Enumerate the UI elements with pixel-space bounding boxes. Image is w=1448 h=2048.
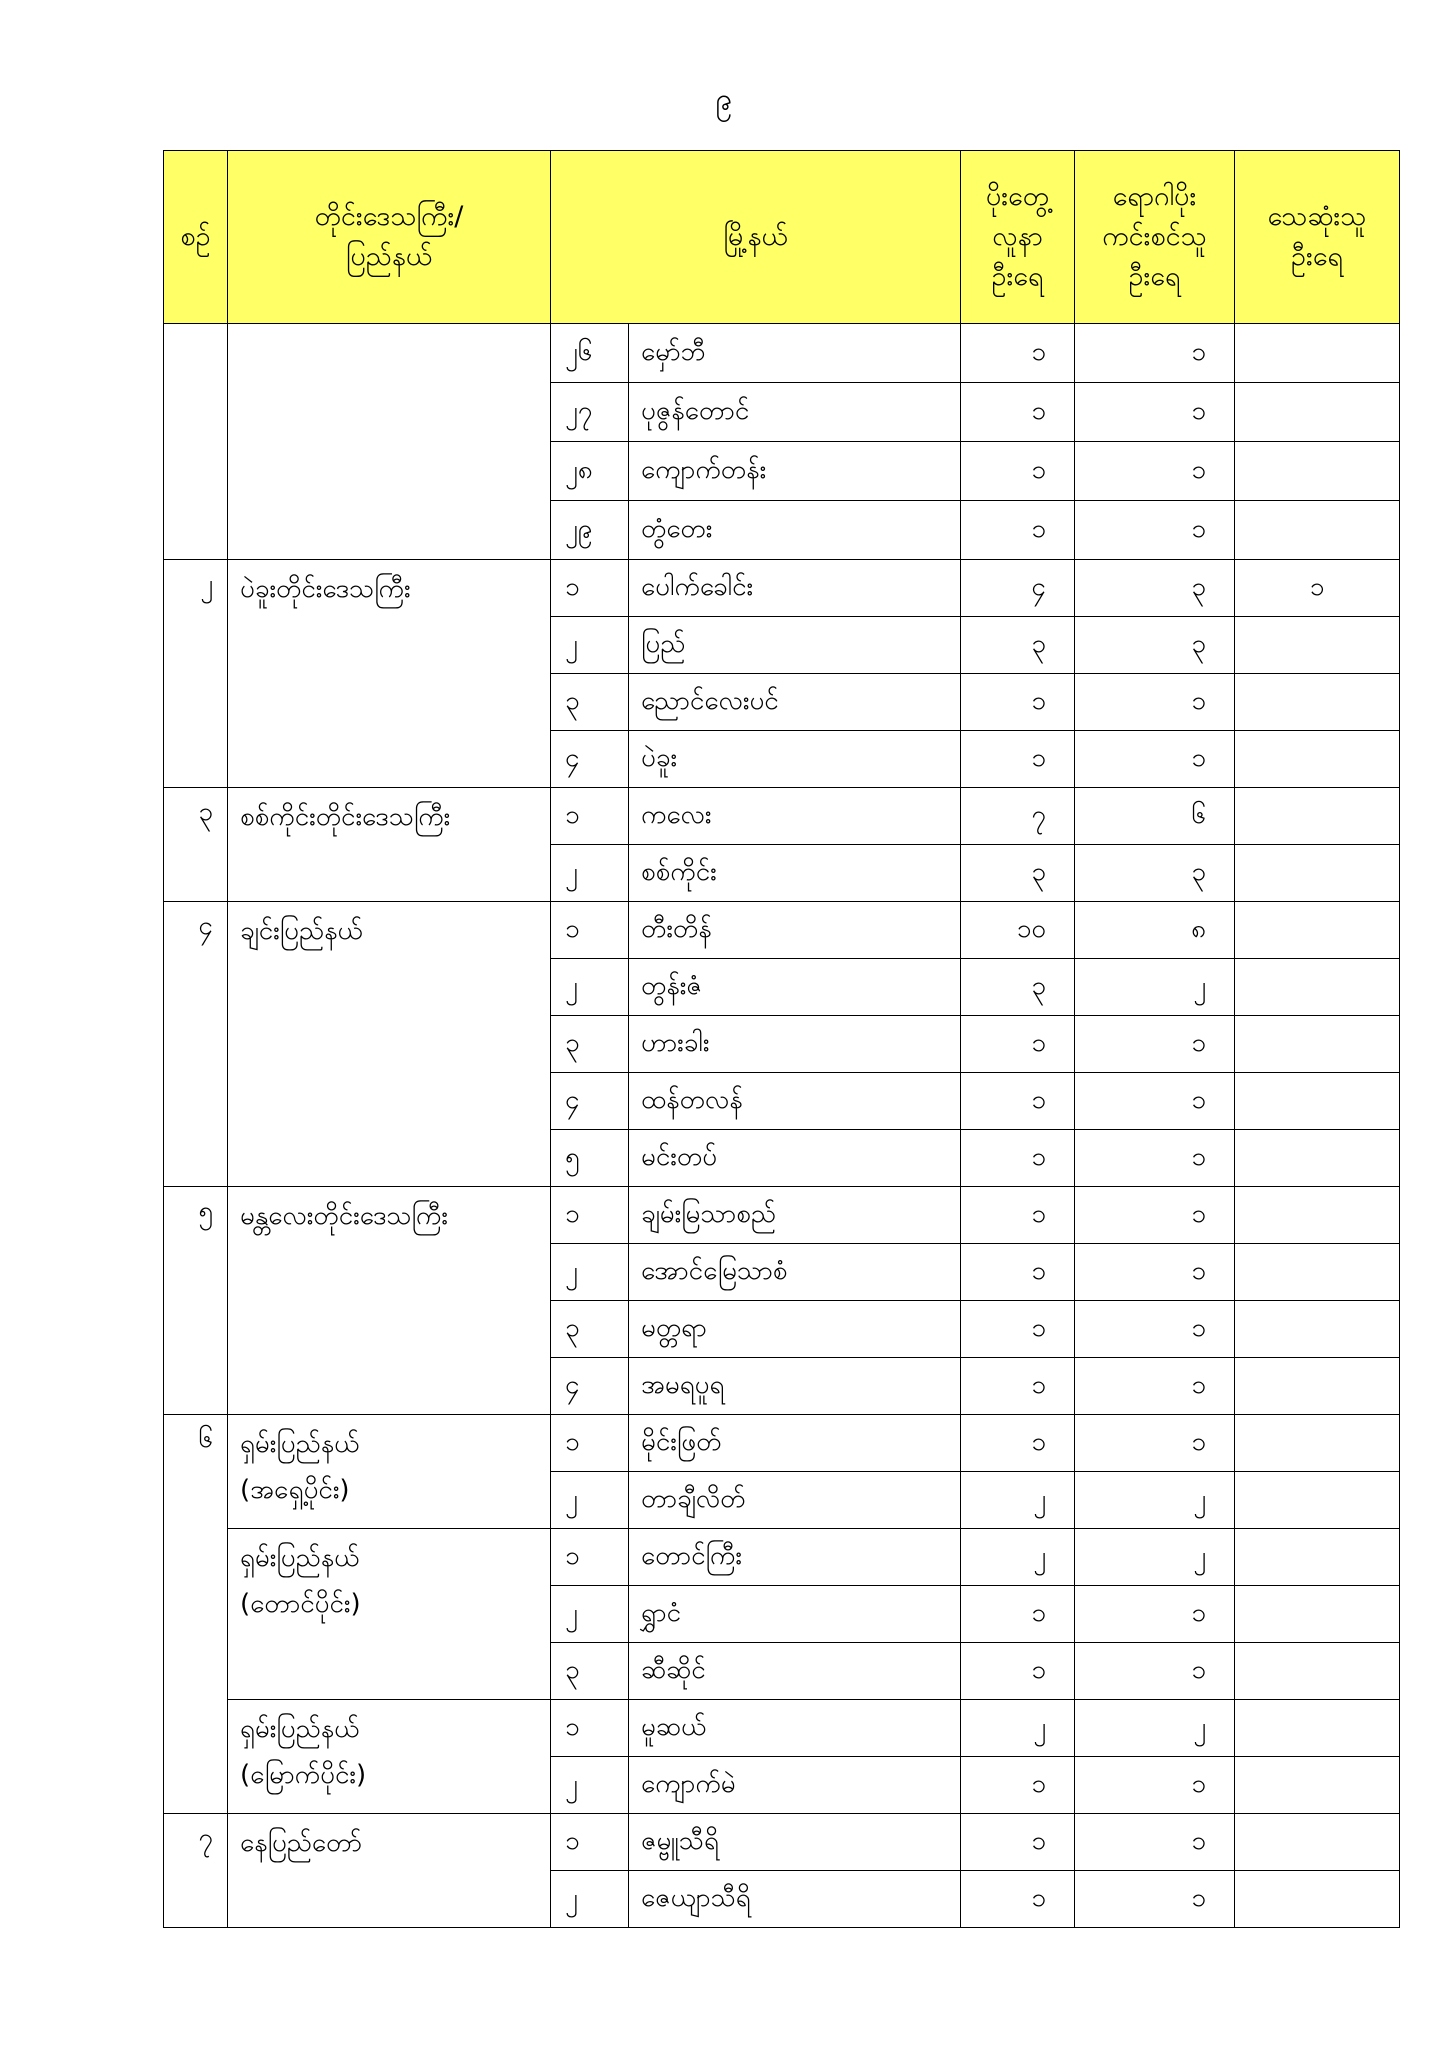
township-name: ကျောက်တန်း: [629, 442, 961, 501]
suspected-count: ၁: [961, 1016, 1075, 1073]
township-name: ရွှာငံ: [629, 1586, 961, 1643]
death-count: ၁: [1235, 560, 1400, 617]
suspected-count: ၁: [961, 1130, 1075, 1187]
township-no: ၁: [551, 1415, 629, 1472]
township-name: အမရပူရ: [629, 1358, 961, 1415]
recovered-count: ၁: [1075, 1643, 1235, 1700]
township-no: ၂: [551, 1871, 629, 1928]
township-no: ၄: [551, 731, 629, 788]
recovered-count: ၂: [1075, 1700, 1235, 1757]
township-name: ဟားခါး: [629, 1016, 961, 1073]
township-no: ၁: [551, 1700, 629, 1757]
death-count: [1235, 1472, 1400, 1529]
page-number: ၉: [715, 82, 733, 117]
death-count: [1235, 383, 1400, 442]
death-count: [1235, 1130, 1400, 1187]
recovered-count: ၁: [1075, 1301, 1235, 1358]
recovered-count: ၂: [1075, 1472, 1235, 1529]
death-count: [1235, 1358, 1400, 1415]
suspected-count: ၃: [961, 959, 1075, 1016]
suspected-count: ၁: [961, 1586, 1075, 1643]
table-row: [164, 560, 1400, 617]
township-name: မူဆယ်: [629, 1700, 961, 1757]
township-no: ၃: [551, 674, 629, 731]
township-name: တာချီလိတ်: [629, 1472, 961, 1529]
death-count: [1235, 617, 1400, 674]
death-count: [1235, 1073, 1400, 1130]
region-cell: စစ်ကိုင်းတိုင်းဒေသကြီး: [228, 788, 551, 902]
header-recovered: ရောဂါပိုး ကင်းစင်သူ ဦးရေ: [1075, 151, 1235, 324]
recovered-count: ၂: [1075, 959, 1235, 1016]
death-count: [1235, 1586, 1400, 1643]
suspected-count: ၁: [961, 1814, 1075, 1871]
township-name: ဇမ္ဗူသီရိ: [629, 1814, 961, 1871]
recovered-count: ၁: [1075, 324, 1235, 383]
death-count: [1235, 1529, 1400, 1586]
recovered-count: ၃: [1075, 845, 1235, 902]
recovered-count: ၁: [1075, 1757, 1235, 1814]
recovered-count: ၁: [1075, 1244, 1235, 1301]
recovered-count: ၁: [1075, 501, 1235, 560]
township-no: ၂၇: [551, 383, 629, 442]
township-name: မှော်ဘီ: [629, 324, 961, 383]
region-cell: ရှမ်းပြည်နယ် (အရှေ့ပိုင်း): [228, 1415, 551, 1529]
suspected-count: ၃: [961, 617, 1075, 674]
death-count: [1235, 1301, 1400, 1358]
report-table: [163, 150, 1400, 1928]
township-name: မင်းတပ်: [629, 1130, 961, 1187]
suspected-count: ၁: [961, 1358, 1075, 1415]
suspected-count: ၁: [961, 1415, 1075, 1472]
suspected-count: ၁: [961, 383, 1075, 442]
death-count: [1235, 1415, 1400, 1472]
header-suspected: ပိုးတွေ့ လူနာ ဦးရေ: [961, 151, 1075, 324]
suspected-count: ၁၀: [961, 902, 1075, 959]
region-cell: ရှမ်းပြည်နယ် (မြောက်ပိုင်း): [228, 1700, 551, 1814]
township-no: ၂: [551, 1757, 629, 1814]
suspected-count: ၇: [961, 788, 1075, 845]
township-no: ၂: [551, 1472, 629, 1529]
township-name: တွန်းဇံ: [629, 959, 961, 1016]
death-count: [1235, 324, 1400, 383]
recovered-count: ၁: [1075, 1187, 1235, 1244]
death-count: [1235, 959, 1400, 1016]
suspected-count: ၁: [961, 1073, 1075, 1130]
township-name: တောင်ကြီး: [629, 1529, 961, 1586]
header-township: မြို့နယ်: [551, 151, 961, 324]
township-name: ဆီဆိုင်: [629, 1643, 961, 1700]
township-no: ၃: [551, 1643, 629, 1700]
region-cell: [228, 324, 551, 560]
township-name: ပုဇွန်တောင်: [629, 383, 961, 442]
suspected-count: ၂: [961, 1529, 1075, 1586]
township-no: ၁: [551, 902, 629, 959]
table-row: [164, 1814, 1400, 1871]
death-count: [1235, 1814, 1400, 1871]
recovered-count: ၁: [1075, 1073, 1235, 1130]
township-no: ၃: [551, 1016, 629, 1073]
suspected-count: ၃: [961, 845, 1075, 902]
death-count: [1235, 788, 1400, 845]
suspected-count: ၁: [961, 1244, 1075, 1301]
recovered-count: ၆: [1075, 788, 1235, 845]
header-row: [164, 151, 1400, 324]
table-row: [164, 1700, 1400, 1757]
suspected-count: ၁: [961, 1757, 1075, 1814]
table-row: [164, 902, 1400, 959]
seq-cell: ၄: [164, 902, 228, 1187]
suspected-count: ၂: [961, 1700, 1075, 1757]
table-row: [164, 1415, 1400, 1472]
suspected-count: ၁: [961, 674, 1075, 731]
header-deaths: သေဆုံးသူ ဦးရေ: [1235, 151, 1400, 324]
suspected-count: ၂: [961, 1472, 1075, 1529]
recovered-count: ၃: [1075, 560, 1235, 617]
region-cell: ပဲခူးတိုင်းဒေသကြီး: [228, 560, 551, 788]
township-name: မတ္တရာ: [629, 1301, 961, 1358]
recovered-count: ၈: [1075, 902, 1235, 959]
township-name: ကျောက်မဲ: [629, 1757, 961, 1814]
suspected-count: ၁: [961, 1871, 1075, 1928]
header-region: တိုင်းဒေသကြီး/ ပြည်နယ်: [228, 151, 551, 324]
township-no: ၁: [551, 788, 629, 845]
recovered-count: ၁: [1075, 383, 1235, 442]
death-count: [1235, 501, 1400, 560]
suspected-count: ၁: [961, 731, 1075, 788]
suspected-count: ၁: [961, 1187, 1075, 1244]
township-name: ချမ်းမြသာစည်: [629, 1187, 961, 1244]
recovered-count: ၃: [1075, 617, 1235, 674]
township-no: ၁: [551, 1529, 629, 1586]
seq-cell: ၆: [164, 1415, 228, 1814]
township-no: ၁: [551, 1814, 629, 1871]
township-name: ပြည်: [629, 617, 961, 674]
township-no: ၂: [551, 845, 629, 902]
death-count: [1235, 1700, 1400, 1757]
death-count: [1235, 902, 1400, 959]
township-no: ၁: [551, 1187, 629, 1244]
seq-cell: ၇: [164, 1814, 228, 1928]
region-cell: နေပြည်တော်: [228, 1814, 551, 1928]
township-no: ၂၆: [551, 324, 629, 383]
death-count: [1235, 1244, 1400, 1301]
recovered-count: ၁: [1075, 1415, 1235, 1472]
seq-cell: ၃: [164, 788, 228, 902]
header-seq: စဉ်: [164, 151, 228, 324]
seq-cell: ၂: [164, 560, 228, 788]
township-no: ၃: [551, 1301, 629, 1358]
township-no: ၄: [551, 1073, 629, 1130]
township-name: ထန်တလန်: [629, 1073, 961, 1130]
recovered-count: ၁: [1075, 1358, 1235, 1415]
suspected-count: ၁: [961, 1301, 1075, 1358]
suspected-count: ၁: [961, 324, 1075, 383]
recovered-count: ၁: [1075, 1871, 1235, 1928]
recovered-count: ၂: [1075, 1529, 1235, 1586]
suspected-count: ၁: [961, 501, 1075, 560]
table-row: [164, 1187, 1400, 1244]
recovered-count: ၁: [1075, 1130, 1235, 1187]
death-count: [1235, 1187, 1400, 1244]
suspected-count: ၁: [961, 442, 1075, 501]
township-name: အောင်မြေသာစံ: [629, 1244, 961, 1301]
region-cell: ချင်းပြည်နယ်: [228, 902, 551, 1187]
township-no: ၄: [551, 1358, 629, 1415]
recovered-count: ၁: [1075, 674, 1235, 731]
table-row: [164, 324, 1400, 383]
recovered-count: ၁: [1075, 1814, 1235, 1871]
death-count: [1235, 442, 1400, 501]
township-no: ၂: [551, 959, 629, 1016]
township-no: ၁: [551, 560, 629, 617]
township-name: ဇေယျာသီရိ: [629, 1871, 961, 1928]
suspected-count: ၄: [961, 560, 1075, 617]
recovered-count: ၁: [1075, 731, 1235, 788]
death-count: [1235, 674, 1400, 731]
township-no: ၅: [551, 1130, 629, 1187]
township-name: ပေါက်ခေါင်း: [629, 560, 961, 617]
death-count: [1235, 1871, 1400, 1928]
death-count: [1235, 1757, 1400, 1814]
table-row: [164, 788, 1400, 845]
township-no: ၂: [551, 1586, 629, 1643]
township-name: ပဲခူး: [629, 731, 961, 788]
township-no: ၂၉: [551, 501, 629, 560]
table-row: [164, 1529, 1400, 1586]
region-cell: ရှမ်းပြည်နယ် (တောင်ပိုင်း): [228, 1529, 551, 1700]
township-name: ညောင်လေးပင်: [629, 674, 961, 731]
seq-cell: [164, 324, 228, 560]
death-count: [1235, 731, 1400, 788]
township-no: ၂၈: [551, 442, 629, 501]
township-no: ၂: [551, 617, 629, 674]
region-cell: မန္တလေးတိုင်းဒေသကြီး: [228, 1187, 551, 1415]
township-no: ၂: [551, 1244, 629, 1301]
township-name: ကလေး: [629, 788, 961, 845]
recovered-count: ၁: [1075, 1586, 1235, 1643]
township-name: မိုင်းဖြတ်: [629, 1415, 961, 1472]
seq-cell: ၅: [164, 1187, 228, 1415]
death-count: [1235, 845, 1400, 902]
township-name: စစ်ကိုင်း: [629, 845, 961, 902]
recovered-count: ၁: [1075, 1016, 1235, 1073]
township-name: တီးတိန်: [629, 902, 961, 959]
recovered-count: ၁: [1075, 442, 1235, 501]
township-name: တွံတေး: [629, 501, 961, 560]
death-count: [1235, 1643, 1400, 1700]
death-count: [1235, 1016, 1400, 1073]
suspected-count: ၁: [961, 1643, 1075, 1700]
